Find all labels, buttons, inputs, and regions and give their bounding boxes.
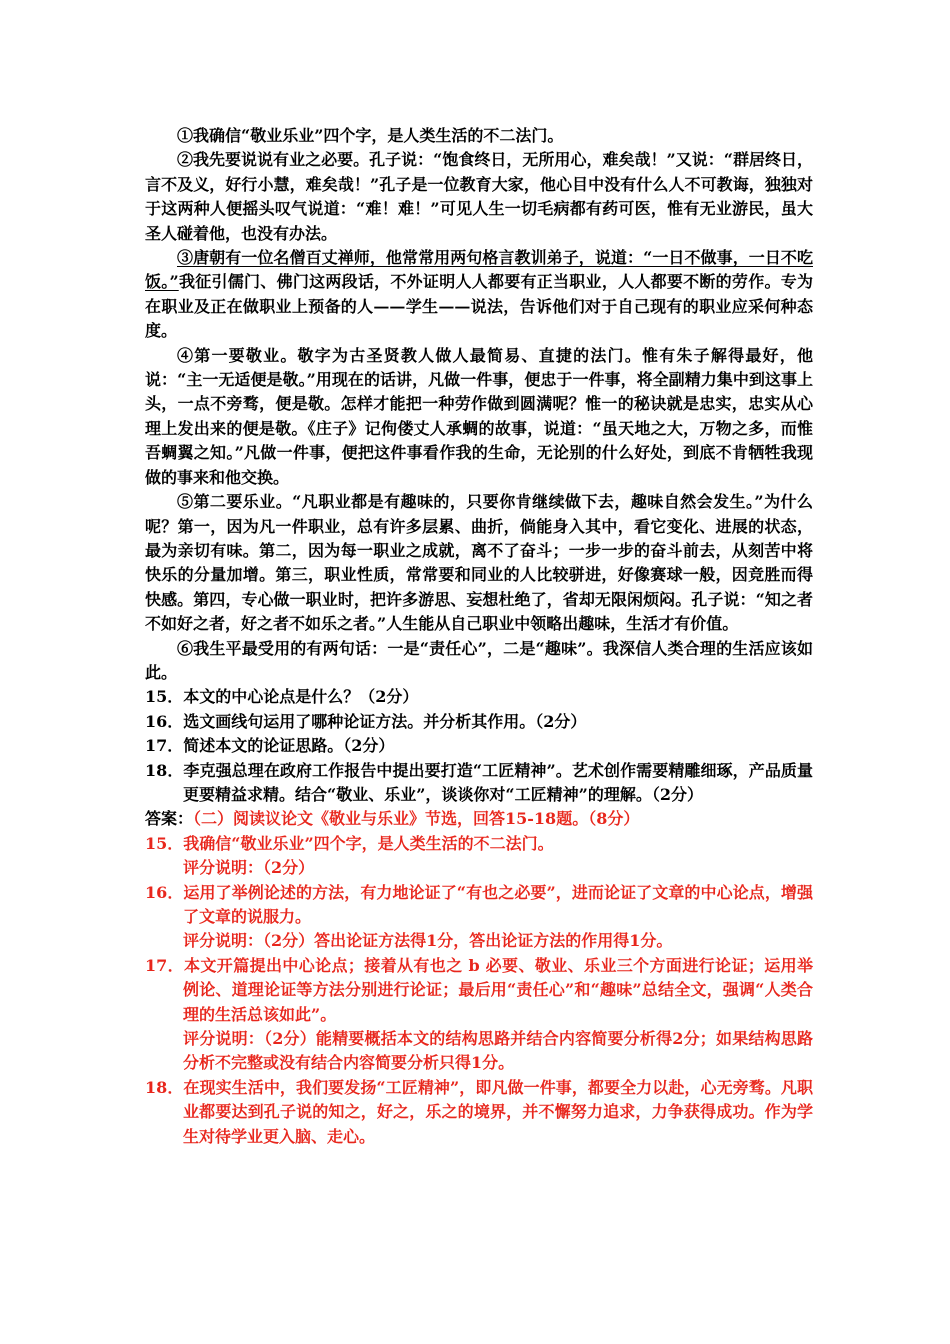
answer-17: 17．本文开篇提出中心论点；接着从有也之 b 必要、敬业、乐业三个方面进行论证；运用举例论、道理论证等方法分别进行论证；最后用“责任心”和“趣味”总结全文，强调“人类合理的生活总该如此”。 — [145, 955, 813, 1024]
passage-paragraph-3 — [145, 246, 813, 344]
question-17: 17．简述本文的论证思路。（2分） — [145, 736, 395, 756]
answer-17-scoring: 评分说明：（2分）能精要概括本文的结构思路并结合内容简要分析得2分；如果结构思路分析不完整或没有结合内容简要分析只得1分。 — [183, 1029, 813, 1073]
document-page — [145, 124, 813, 1149]
answer-section-title: （二）阅读议论文《敬业与乐业》节选，回答15-18题。（8分） — [193, 809, 640, 829]
passage-paragraph-1: ①我确信“敬业乐业”四个字，是人类生活的不二法门。 — [177, 126, 564, 145]
answer-label: 答案： — [145, 809, 194, 829]
answer-18: 18．在现实生活中，我们要发扬“工匠精神”，即凡做一件事，都要全力以赴，心无旁骛。凡职业都要达到孔子说的知之，好之，乐之的境界，并不懈努力追求，力争获得成功。作为学生对待学业更入脑、走心。 — [145, 1077, 813, 1146]
answer-15-scoring: 评分说明：（2分） — [183, 858, 315, 878]
question-16: 16．选文画线句运用了哪种论证方法。并分析其作用。（2分） — [145, 711, 587, 731]
passage-paragraph-4: ④第一要敬业。敬字为古圣贤教人做人最简易、直捷的法门。惟有朱子解得最好，他说：“主一无适便是敬。”用现在的话讲，凡做一件事，便忠于一件事，将全副精力集中到这事上头，一点不旁骛，便是敬。怎样才能把一种劳作做到圆满呢？惟一的秘诀就是忠实，忠实从心理上发出来的便是敬。《庄子》记佝偻丈人承蜩的故事，说道：“虽天地之大，万物之多，而惟吾蜩翼之知。”凡做一件事，便把这件事看作我的生命，无论别的什么好处，到底不肯牺牲我现做的事来和他交换。 — [145, 345, 813, 487]
question-18: 18．李克强总理在政府工作报告中提出要打造“工匠精神”。艺术创作需要精雕细琢，产品质量更要精益求精。结合“敬业、乐业”，谈谈你对“工匠精神”的理解。（2分） — [145, 760, 813, 804]
passage-paragraph-2: ②我先要说说有业之必要。孔子说：“饱食终日，无所用心，难矣哉！”又说：“群居终日，言不及义，好行小慧，难矣哉！”孔子是一位教育大家，他心目中没有什么人不可教诲，独独对于这两种人便摇头叹气说道：“难！难！”可见人生一切毛病都有药可医，惟有无业游民，虽大圣人碰着他，也没有办法。 — [145, 150, 813, 243]
answer-15: 15．我确信“敬业乐业”四个字，是人类生活的不二法门。 — [145, 833, 554, 853]
underlined-sentence: ③唐朝有一位名僧百丈禅师，他常常用两句格言教训弟子，说道：“一日不做事，一日不吃饭。” — [145, 248, 813, 292]
answer-16: 16．运用了举例论述的方法，有力地论证了“有也之必要”，进而论证了文章的中心论点，增强了文章的说服力。 — [145, 882, 813, 926]
passage-paragraph-5: ⑤第二要乐业。“凡职业都是有趣味的，只要你肯继续做下去，趣味自然会发生。”为什么呢？第一，因为凡一件职业，总有许多层累、曲折，倘能身入其中，看它变化、进展的状态，最为亲切有味。第二，因为每一职业之成就，离不了奋斗；一步一步的奋斗前去，从刻苦中将快乐的分量加增。第三，职业性质，常常要和同业的人比较骈进，好像赛球一般，因竞胜而得快感。第四，专心做一职业时，把许多游思、妄想杜绝了，省却无限闲烦闷。孔子说：“知之者不如好之者，好之者不如乐之者。”人生能从自己职业中领略出趣味，生活才有价值。 — [145, 492, 813, 634]
answer-16-scoring: 评分说明：（2分）答出论证方法得1分，答出论证方法的作用得1分。 — [183, 931, 673, 951]
passage-paragraph-3-rest: 我征引儒门、佛门这两段话，不外证明人人都要有正当职业，人人都要不断的劳作。专为在职业及正在做职业上预备的人——学生——说法，告诉他们对于自己现有的职业应采何种态度。 — [145, 272, 813, 341]
passage-paragraph-6: ⑥我生平最受用的有两句话：一是“责任心”，二是“趣味”。我深信人类合理的生活应该如此。 — [145, 638, 813, 682]
question-15: 15．本文的中心论点是什么？（2分） — [145, 687, 419, 707]
answer-heading — [145, 807, 813, 831]
